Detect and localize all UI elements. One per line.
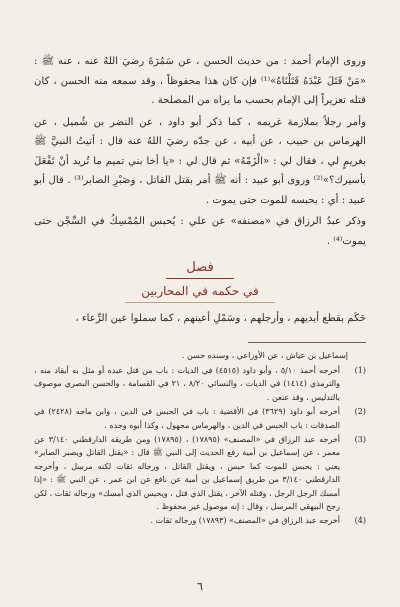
footnote-text: أخرجه عبد الرزاق في «المصنف» (١٧٨٩٥) ، (١٧٨٩٥) ومن طريقه الدارقطني ٣/١٤٠ عن معمر ، عن إسماعيل بن أمية رفع الحديث إلى النبي ﷺ قال : «يقتل القاتل ويصبر الصابر» يعني : يحبس للموت كما حبس ، ويقتل القاتل ، ورجاله ثقات لكنه مرسل ، وأخرجه الدارقطني ٣/١٤٠ من طريق إسماعيل بن أمية عن نافع عن ابن عمر ، عن النبي ﷺ : «إذا أمسك الرجل الرجل ، وقتله الآخر ، يقتل الذي قتل ، ويحبس الذي أمسك» ورجاله ثقات ، لكن رجح البيهقي المرسل ، وقال : إنه موصول غير محفوظ .: [34, 435, 340, 512]
footnote-number: (2): [354, 407, 366, 417]
heading-underline: [166, 278, 234, 279]
section-heading: [34, 259, 366, 303]
footnote-text: أخرجه أحمد ٥/١٠ ، وأبو داود (٤٥١٥) في الديات : باب من قتل عبده أو مثل به أيقاد منه ، والترمذي (١٤١٤) في الديات ، والنسائي ٨/٢٠ ، ٢١ في القسامة ، والحسن البصري موصوف بالتدليس ، وقد عنعن .: [34, 366, 341, 402]
footnote-number: (3): [354, 435, 366, 445]
footnote-text: أخرجه عبد الرزاق في «المصنف» (١٧٨٩٣) ورجاله ثقات .: [150, 516, 340, 526]
footnote-number: (1): [354, 366, 366, 375]
section-heading-title: في حكمه في المحاربين: [141, 284, 259, 298]
section-heading-fasl: فصل: [186, 260, 214, 275]
footnote-item: [34, 514, 366, 527]
footnote-text: أخرجه أبو داود (٣٦٢٩) في الأقضية : باب في الحبس في الدين ، وابن ماجه (٢٤٢٨) في الصدقات : باب الحبس في الدين ، والهرماس مجهول ، وكذا أبوه وجده .: [34, 407, 341, 430]
paragraph-1: وروى الإمام أحمد : من حديث الحسن ، عن سَمُرَةَ رضيَ اللهُ عنه ، عنه ﷺ : «مَنْ قَتَلَ عَبْدَهُ قَتَلْنَاهُ»⁽¹⁾ فإن كان هذا محفوظاً ، وقد سمعه منه الحسن ، كان قتله تعزيراً إلى الإمام بحسب ما يراه من المصلحة .: [34, 56, 366, 106]
page-number: ٦: [197, 580, 203, 593]
footnote-lead: إسماعيل بن عياش ، عن الأوزاعي ، وسنده حسن .: [181, 351, 348, 360]
footnote-item: [34, 405, 366, 432]
footnote-item: [34, 433, 366, 513]
paragraph-4: حَكَم بقطع أيديهم ، وأرجلهم ، وسَمْلِ أعينهم ، كما سملوا عين الرِّعاء ،: [75, 313, 366, 324]
footnote-item: [34, 364, 366, 404]
paragraph-2: وأمر رجلاً بملازمة غريمه ، كما ذكر أبو داود ، عن النضر بن شُميل ، عن الهرماس بن حبيب ، عن أبيه ، عن جدّه رضيَ اللهُ عنه قال : أتيتُ النبيَّ ﷺ بغريمٍ لي ، فقال لي : «الْزَمْهُ» ثم قال لي : «يا أخا بني تميم ما تُريد أنْ تَفْعَلَ بأسيرك؟»⁽²⁾ وروى أبو عبيد : أنه ﷺ أمر بقتل القاتل ، وصَبْرِ الصابر⁽³⁾ . قال أبو عبيد : أي : بحبسه للموت حتى يموت .: [34, 116, 367, 206]
footnote-number: (4): [354, 516, 366, 526]
heading-rule: [125, 302, 275, 303]
footnote-divider: [248, 342, 366, 343]
footnotes: [34, 349, 366, 528]
paragraph-3: وذكر عبدُ الرزاق في «مصنفه» عن علي : يُحبس المُمْسِكُ في السِّجْن حتى يموت⁽⁴⁾ .: [34, 216, 366, 247]
